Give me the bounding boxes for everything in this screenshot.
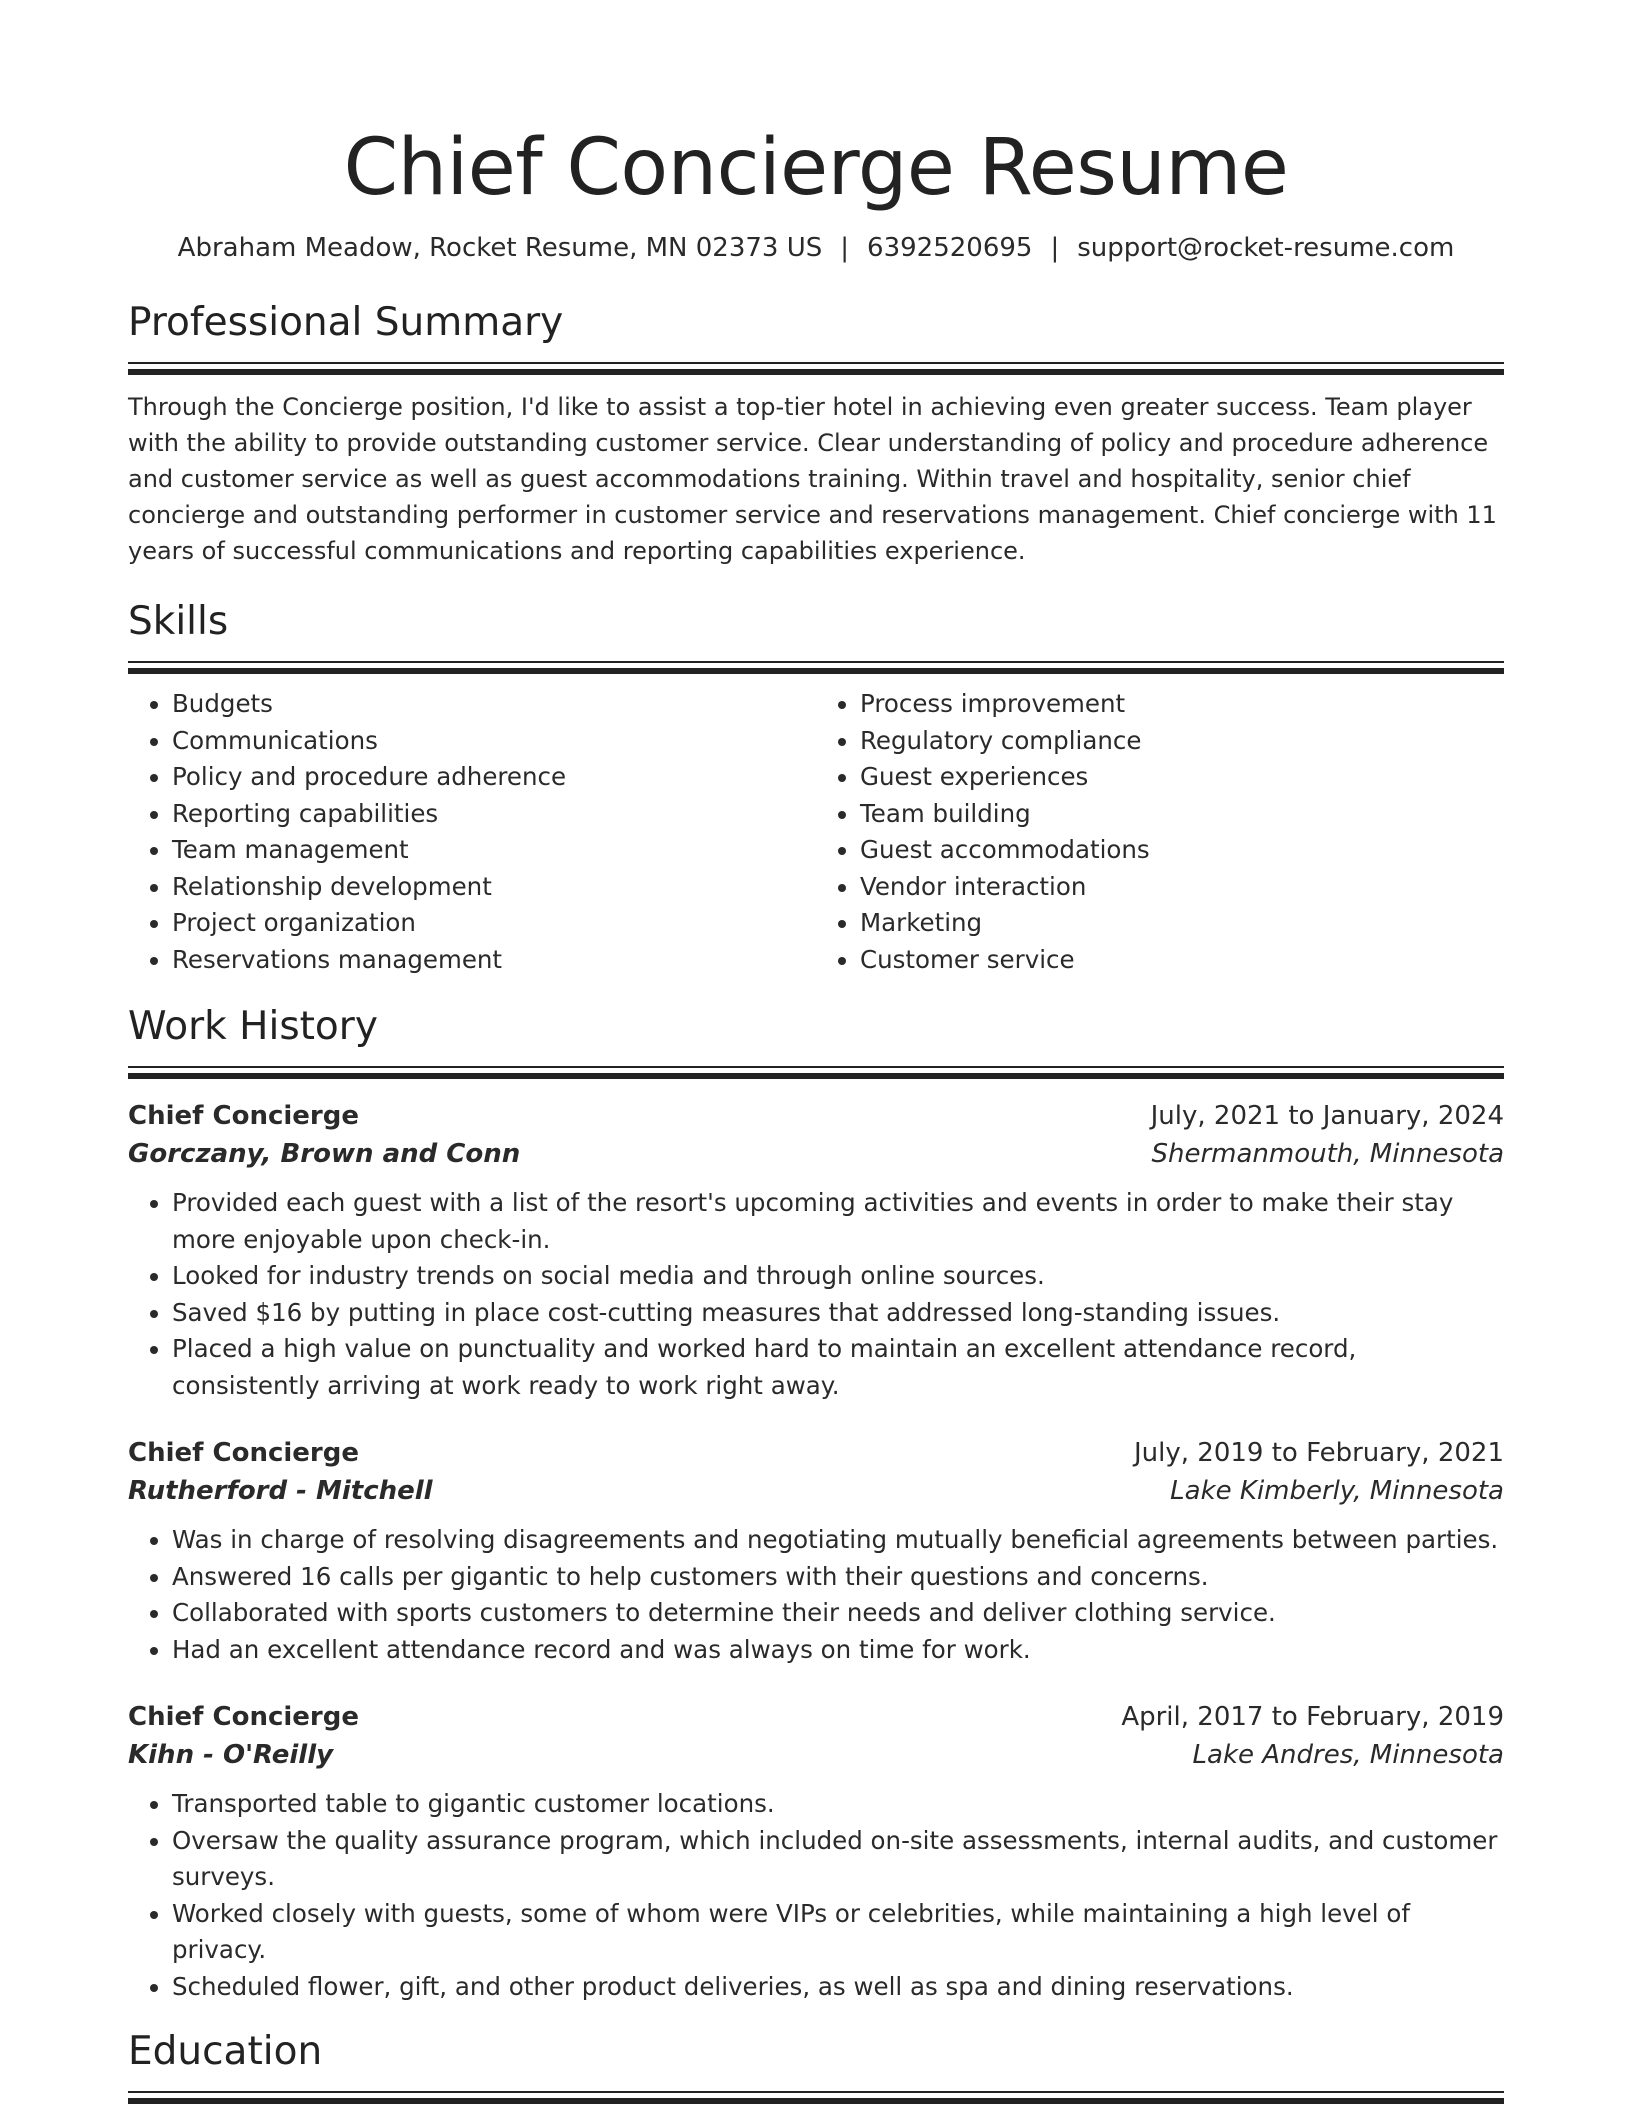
job-entry <box>128 1434 1504 1668</box>
skill-item: • Customer service <box>860 942 1504 979</box>
job-bullet: • Worked closely with guests, some of whom were VIPs or celebrities, while maintaining a high level of privacy. <box>172 1896 1504 1969</box>
skills-list-left <box>128 686 816 978</box>
skill-item: • Team management <box>172 832 816 869</box>
job-company: Rutherford - Mitchell <box>128 1476 433 1506</box>
contact-line <box>128 230 1504 266</box>
job-dates: July, 2021 to January, 2024 <box>1150 1101 1504 1131</box>
job-bullet: • Saved $16 by putting in place cost-cutting measures that addressed long-standing issues. <box>172 1295 1504 1332</box>
job-bullet: • Placed a high value on punctuality and worked hard to maintain an excellent attendance record, consistently arriving at work ready to work right away. <box>172 1331 1504 1404</box>
job-location: Lake Kimberly, Minnesota <box>1170 1476 1504 1506</box>
skill-item: • Reservations management <box>172 942 816 979</box>
resume-page <box>128 0 1504 2104</box>
skill-item: • Process improvement <box>860 686 1504 723</box>
job-title: Chief Concierge <box>128 1702 359 1732</box>
job-bullet: • Had an excellent attendance record and was always on time for work. <box>172 1632 1504 1669</box>
section-heading-summary: Professional Summary <box>128 300 564 345</box>
skill-item: • Regulatory compliance <box>860 723 1504 760</box>
job-bullet: • Scheduled flower, gift, and other product deliveries, as well as spa and dining reservations. <box>172 1969 1504 2006</box>
contact-address: Abraham Meadow, Rocket Resume, MN 02373 US <box>177 233 823 263</box>
job-company: Gorczany, Brown and Conn <box>128 1139 521 1169</box>
skills-columns <box>128 686 1504 978</box>
skill-item: • Vendor interaction <box>860 869 1504 906</box>
job-header <box>128 1698 1504 1736</box>
work-history-section <box>128 1002 1504 2005</box>
job-bullet: • Provided each guest with a list of the resort's upcoming activities and events in order to make their stay more enjoyable upon check-in. <box>172 1185 1504 1258</box>
job-bullet: • Oversaw the quality assurance program, which included on-site assessments, internal audits, and customer surveys. <box>172 1823 1504 1896</box>
contact-phone: 6392520695 <box>867 233 1033 263</box>
section-divider <box>128 362 1504 375</box>
contact-separator: | <box>1050 233 1060 263</box>
job-entry <box>128 1698 1504 2005</box>
job-title: Chief Concierge <box>128 1438 359 1468</box>
summary-section <box>128 298 1504 569</box>
skill-item: • Guest accommodations <box>860 832 1504 869</box>
job-dates: July, 2019 to February, 2021 <box>1134 1438 1504 1468</box>
education-section <box>128 2027 1504 2104</box>
skill-item: • Project organization <box>172 905 816 942</box>
job-header <box>128 1434 1504 1472</box>
section-heading-work-history: Work History <box>128 1004 378 1049</box>
job-bullets <box>128 1185 1504 1404</box>
skill-item: • Budgets <box>172 686 816 723</box>
job-bullet: • Answered 16 calls per gigantic to help customers with their questions and concerns. <box>172 1559 1504 1596</box>
skill-item: • Relationship development <box>172 869 816 906</box>
job-dates: April, 2017 to February, 2019 <box>1121 1702 1504 1732</box>
job-location: Lake Andres, Minnesota <box>1192 1740 1504 1770</box>
job-subheader <box>128 1736 1504 1774</box>
job-bullet: • Looked for industry trends on social media and through online sources. <box>172 1258 1504 1295</box>
job-bullets <box>128 1786 1504 2005</box>
skill-item: • Reporting capabilities <box>172 796 816 833</box>
resume-title: Chief Concierge Resume <box>343 123 1289 213</box>
job-company: Kihn - O'Reilly <box>128 1740 334 1770</box>
skill-item: • Policy and procedure adherence <box>172 759 816 796</box>
job-bullet: • Was in charge of resolving disagreements and negotiating mutually beneficial agreements between parties. <box>172 1522 1504 1559</box>
contact-separator: | <box>840 233 850 263</box>
section-heading-skills: Skills <box>128 599 229 644</box>
job-subheader <box>128 1135 1504 1173</box>
section-divider <box>128 1066 1504 1079</box>
skill-item: • Communications <box>172 723 816 760</box>
section-divider <box>128 2091 1504 2104</box>
job-entry <box>128 1097 1504 1404</box>
skill-item: • Marketing <box>860 905 1504 942</box>
skill-item: • Guest experiences <box>860 759 1504 796</box>
job-bullet: • Transported table to gigantic customer locations. <box>172 1786 1504 1823</box>
section-heading-education: Education <box>128 2029 323 2074</box>
summary-text: Through the Concierge position, I'd like to assist a top-tier hotel in achieving even greater success. Team player with the ability to provide outstanding customer service. Clear understanding of policy and procedure adherence and customer service as well as guest accommodations training. Within travel and hospitality, senior chief concierge and outstanding performer in customer service and reservations management. Chief concierge with 11 years of successful communications and reporting capabilities experience. <box>128 393 1497 565</box>
skills-list-right <box>816 686 1504 978</box>
contact-email: support@rocket-resume.com <box>1077 233 1455 263</box>
skill-item: • Team building <box>860 796 1504 833</box>
job-location: Shermanmouth, Minnesota <box>1151 1139 1504 1169</box>
job-subheader <box>128 1472 1504 1510</box>
job-bullets <box>128 1522 1504 1668</box>
section-divider <box>128 661 1504 674</box>
job-header <box>128 1097 1504 1135</box>
skills-section <box>128 597 1504 978</box>
job-title: Chief Concierge <box>128 1101 359 1131</box>
job-bullet: • Collaborated with sports customers to determine their needs and deliver clothing service. <box>172 1595 1504 1632</box>
